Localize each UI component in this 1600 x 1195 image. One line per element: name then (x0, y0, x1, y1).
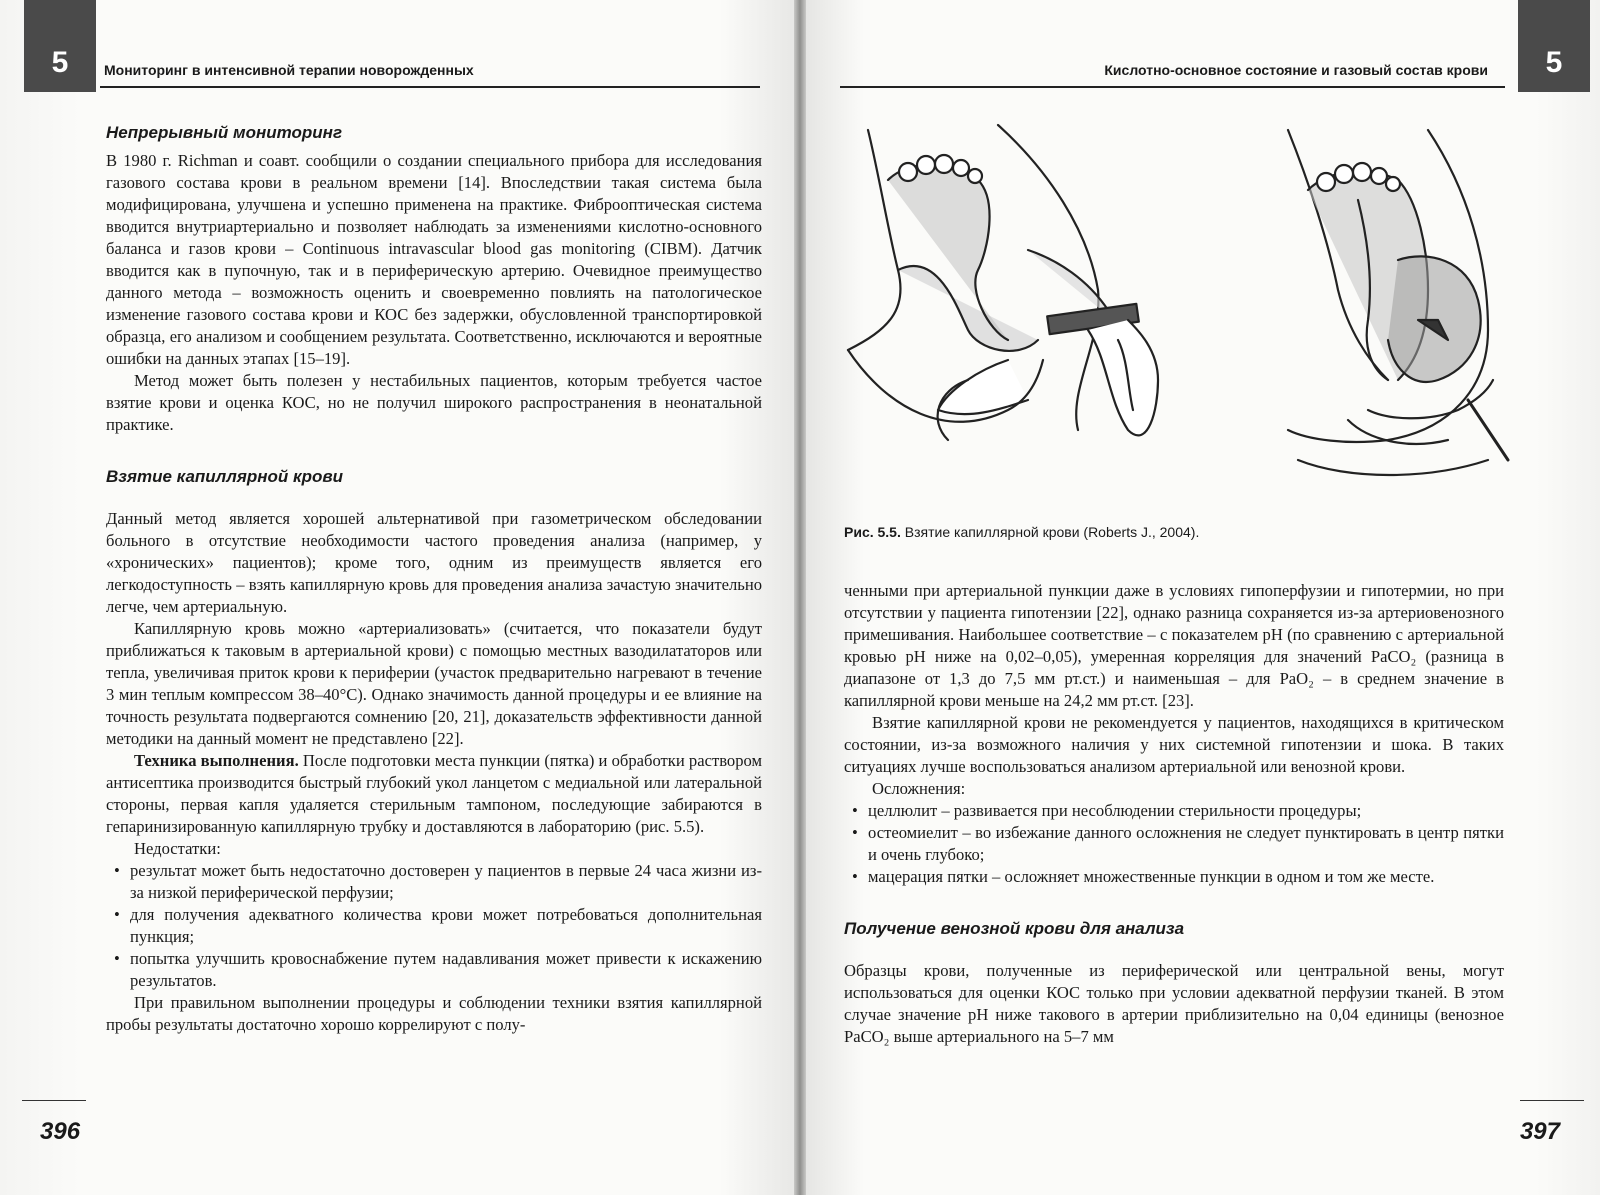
running-head: Мониторинг в интенсивной терапии новорожденных (104, 62, 474, 78)
paragraph: Взятие капиллярной крови не рекомендуется у пациентов, находящихся в критическом состоянии, из-за возможного наличия у них системной гипотензии и шока. В таких ситуациях лучше воспользоваться анализом артериальной или венозной крови. (844, 713, 1504, 776)
list-item: • мацерация пятки – осложняет множественные пункции в одном и том же месте. (844, 866, 1504, 888)
text-column (844, 580, 1504, 1048)
book-gutter (794, 0, 806, 1195)
figure-capillary-sampling-illustration (828, 110, 1518, 520)
paragraph: При правильном выполнении процедуры и соблюдении техники взятия капиллярной пробы результаты достаточно хорошо коррелируют с полу- (106, 993, 762, 1034)
heel-zones-drawing (1288, 130, 1508, 475)
header-rule (840, 86, 1505, 88)
paragraph-technique (106, 750, 762, 838)
figure-label: Рис. 5.5. (844, 524, 901, 540)
list-item: • результат может быть недостаточно достоверен у пациентов в первые 24 часа жизни из-за низкой периферической перфузии; (106, 860, 762, 904)
list-item: • для получения адекватного количества крови может потребоваться дополнительная пункция; (106, 904, 762, 948)
chapter-tab: 5 (24, 0, 96, 92)
section-heading-venous-blood: Получение венозной крови для анализа (844, 919, 1185, 938)
complications-list (844, 800, 1504, 888)
chapter-tab: 5 (1518, 0, 1590, 92)
page-number: 396 (40, 1118, 81, 1145)
paragraph: В 1980 г. Richman и соавт. сообщили о создании специального прибора для исследования газового состава крови в реальном времени [14]. Впоследствии такая система была модифицирована, улучшена и успешно применена на практике. Фиброоптическая система вводится внутриартериально и позволяет наблюдать за изменениями кислотно-основного баланса и газов крови – Continuous intravascular blood gas monitoring (CIBM). Датчик вводится как в пупочную, так и в периферическую артерию. Очевидное преимущество данного метода – возможность оценить и своевременно повлиять на патологическое изменение газового состава крови и КОС без задержки, обусловленной транспортировкой образца, его анализом и сообщением результата. Соответственно, исключаются и вероятные ошибки на данных этапах [15–19]. (106, 151, 762, 368)
run-in-heading: Техника выполнения. (134, 751, 299, 770)
list-item: • целлюлит – развивается при несоблюдении стерильности процедуры; (844, 800, 1504, 822)
right-page (800, 0, 1600, 1195)
paragraph: Метод может быть полезен у нестабильных пациентов, которым требуется частое взятие крови и оценка КОС, но не получил широкого распространения в неонатальной практике. (106, 371, 762, 434)
figure-caption (844, 524, 1199, 540)
paragraph: Данный метод является хорошей альтернативой при газометрическом обследовании больного в отсутствие необходимости частого проведения анализа (например, у «хронических» пациентов); кроме того, одним из преимуществ является его легкодоступность – взять капиллярную кровь для проведения анализа зачастую значительно легче, чем артериальную. (106, 509, 762, 616)
list-label: Осложнения: (872, 779, 966, 798)
footer-rule (1520, 1100, 1584, 1101)
section-heading-continuous-monitoring: Непрерывный мониторинг (106, 123, 343, 142)
foot-and-hand-drawing (848, 125, 1158, 440)
paragraph: ченными при артериальной пункции даже в условиях гипоперфузии и гипотермии, но при отсутствии у пациента гипотензии [22], однако разница сохраняется из-за артериовенозного примешивания. Наибольшее соответствие – с показателем рН (по сравнению с артериальной кровью рН ниже на 0,02–0,05), умеренная корреляция для значений PaCO₂ (разница в диапазоне от 1,3 до 7,5 мм рт.ст.) и наименьшая – для PaO₂ – в среднем значение в капиллярной крови меньше на 24,2 мм рт.ст. [23]. (844, 581, 1504, 710)
drawbacks-list (106, 860, 762, 992)
footer-rule (22, 1100, 86, 1101)
figure-caption-text: Взятие капиллярной крови (Roberts J., 2004). (900, 524, 1200, 540)
header-rule (100, 86, 760, 88)
list-item: • попытка улучшить кровоснабжение путем надавливания может привести к искажению результатов. (106, 948, 762, 992)
list-label: Недостатки: (134, 839, 221, 858)
section-heading-capillary-blood: Взятие капиллярной крови (106, 467, 344, 486)
paragraph: Капиллярную кровь можно «артериализовать» (считается, что показатели будут приближаться к таковым в артериальной крови) с помощью местных вазодилататоров или тепла, увеличивая приток крови к периферии (участок предварительно нагревают в течение 3 мин теплым компрессом 38–40°С). Однако значимость данной процедуры и ее влияние на точность результата подвергаются сомнению [20, 21], доказательств эффективности данной методики на данный момент не представлено [22]. (106, 619, 762, 748)
paragraph-text: После подготовки места пункции (пятка) и обработки раствором антисептика производится быстрый глубокий укол ланцетом с медиальной или латеральной стороны, первая капля удаляется стерильным тампоном, последующие забираются в гепаринизированную капиллярную трубку и доставляются в лабораторию (рис. 5.5). (106, 751, 762, 836)
running-head: Кислотно-основное состояние и газовый состав крови (1104, 62, 1488, 78)
text-column (106, 122, 762, 1036)
list-item: • остеомиелит – во избежание данного осложнения не следует пунктировать в центр пятки и очень глубоко; (844, 822, 1504, 866)
paragraph: Образцы крови, полученные из периферической или центральной вены, могут использоваться для оценки КОС только при условии адекватной перфузии тканей. В этом случае значение рН ниже такового в артерии приблизительно на 0,04 единицы (венозное PaCO₂ выше артериального на 5–7 мм (844, 961, 1504, 1046)
page-number: 397 (1519, 1118, 1560, 1145)
